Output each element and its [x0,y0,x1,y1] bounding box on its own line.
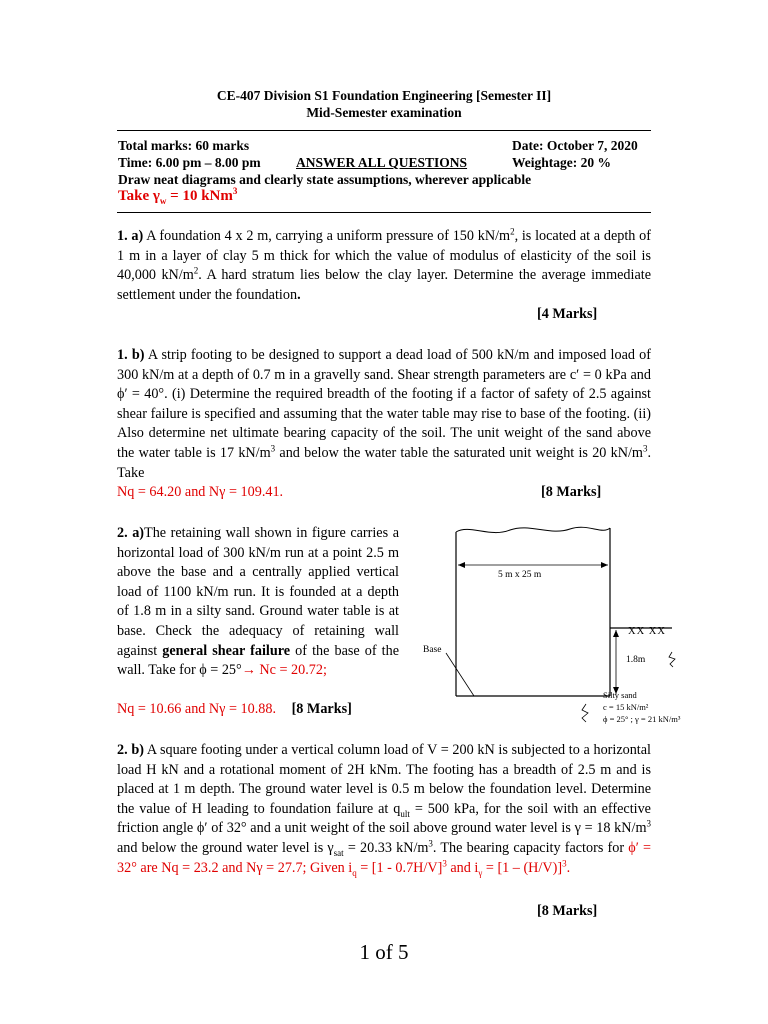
depth-arrow-top [613,630,619,637]
ground-hatch-label: XX XX [628,626,666,637]
soil-break-symbol-2 [582,704,588,722]
instruction: Draw neat diagrams and clearly state assumptions, wherever applicable [118,172,532,187]
soil-break-symbol-1 [669,652,675,667]
q1b-marks: [8 Marks] [541,484,602,500]
soil-type-label: Silty sand [603,690,637,700]
q2a-last-line: Nq = 10.66 and Nγ = 10.88. [8 Marks] [117,701,352,717]
weightage: Weightage: 20 % [512,155,611,170]
q1b-given-factors: Nq = 64.20 and Nγ = 109.41. [117,484,284,500]
question-2a: 2. a)The retaining wall shown in figure carries a horizontal load of 300 kN/m run at a point 2.5 m above the base and a centrally applied vertical load of 1100 kN/m run. It is founded at a depth of 1.8 m in a silty sand. Ground water table is at base. Check the adequacy of retaining wall against general shear failure of the base of the wall. Take for ϕ = 25°→ Nc = 20.72; [117,525,400,679]
wall-dimension-label: 5 m x 25 m [498,570,542,580]
total-marks: Total marks: 60 marks [118,138,250,153]
exam-time: Time: 6.00 pm – 8.00 pm [118,155,261,170]
top-rule [117,130,651,131]
question-2b: 2. b) A square footing under a vertical column load of V = 200 kN is subjected to a horizontal load H kN and a rotational moment of 2H kNm. The footing has a breadth of 2.5 m and is placed at 1 m depth. The ground water level is 0.5 m below the foundation level. Determine the value of H leading to foundation failure at $q_{ult} = 500$ kPa, for the soil with an effective friction angle ϕ′ of 32° and a unit weight of the soil above ground water level is γ = 18 $kN/m^3$ and below the ground water level is $\gamma_{sat} = 20.33$ $kN/m^3$. The bearing capacity factors for ϕ′ = 32° are Nq = 23.2 and Nγ = 27.7; Given $i_q = [1 - 0.7H/V]^3$ and $i_\gamma = [1 - (H/V)]^3$. [117,742,651,878]
base-label: Base [423,645,442,655]
question-1b: 1. b) A strip footing to be designed to support a dead load of 500 kN/m and imposed load of 300 kN/m at a depth of 0.7 m in a gravelly sand. Shear strength parameters are c′ = 0 kPa and ϕ′ = 40°. (i) Determine the required breadth of the footing if a factor of safety of 2.5 against shear failure is specified and assuming that the water table may rise to base of the footing. (ii) Also determine net ultimate bearing capacity of the soil. The unit weight of the sand above the water table is 17 $kN/m^3$ and below the water table the saturated unit weight is 20 $kN/m^3$. Take [117,347,651,481]
depth-label: 1.8m [626,655,646,665]
exam-date: Date: October 7, 2020 [512,138,638,153]
dim-arrow-left [458,562,465,568]
soil-cohesion-label: c = 15 kN/m² [603,702,649,712]
wall-top-break-line [456,527,610,532]
dim-arrow-right [601,562,608,568]
base-leader-line [446,653,474,696]
exam-subtitle: Mid-Semester examination [306,105,462,120]
exam-title: CE-407 Division S1 Foundation Engineering [Semester II] [216,88,552,103]
q2b-given-factors: = 32° are Nq = 23.2 and Nγ = 27.7; Given $i_q = [1 - 0.7H/V]^3$ and $i_\gamma = [1 - (H/V)]^3$. [117,839,651,878]
soil-phi-gamma-label: ϕ = 25° ; γ = 21 kN/m³ [603,714,681,724]
header-bottom-rule [117,212,651,213]
q1a-marks: [4 Marks] [537,306,598,322]
take-gamma-w: Take $\gamma_w = 10$ kNm$^3$ [118,186,238,206]
q2b-marks: [8 Marks] [537,903,598,919]
page-number: 1 of 5 [359,940,409,964]
question-1a: 1. a) A foundation 4 x 2 m, carrying a uniform pressure of 150 $kN/m^2$, is located at a depth of 1 m in a layer of clay 5 m thick for which the value of modulus of elasticity of the soil is 40,000 $kN/m^2$. A hard stratum lies below the clay layer. Determine the average immediate settlement under the foundation. [117,226,651,303]
answer-all-note: ANSWER ALL QUESTIONS [296,155,468,170]
